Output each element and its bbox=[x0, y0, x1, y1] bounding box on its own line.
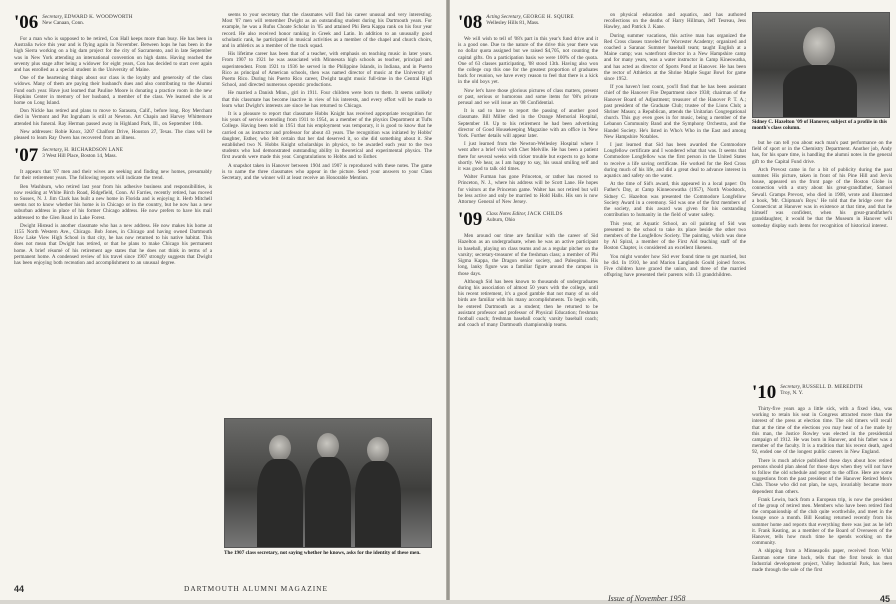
column-text bbox=[752, 140, 892, 229]
page-number: 44 bbox=[14, 584, 25, 594]
paragraph: It is a pleasure to report that classmate Hobbs Knight has received appropriate recognition for his years of service extending from 1911 to 1954, as a member of the physics Department at Tufts College. Having been told in 1951 that his employment was temporary, it is good to know that he carried on as instructor and professor for about 43 years. The recognition was initiated by Hobbs' daughter, Esther, who felt certain that her dad deserved it, so she did something about it. She established two N. Hobbs Knight scholarships in physics, to be awarded each year to the two students who had demonstrated outstanding ability in theoretical and experimental physics. The first awards were made this year. Congratulations to Hobbs and to Esther. bbox=[222, 111, 432, 161]
class-heading-1906 bbox=[14, 14, 212, 32]
left-page bbox=[0, 0, 446, 600]
right-column-3-lower bbox=[752, 382, 892, 574]
secretary-role: Secretary, bbox=[42, 14, 63, 20]
secretary-name: EDWARD K. WOODWORTH bbox=[64, 14, 133, 20]
person-face bbox=[367, 437, 389, 463]
secretary-role: Secretary, bbox=[780, 384, 801, 390]
left-column-1 bbox=[14, 12, 212, 572]
page-number: 45 bbox=[879, 594, 890, 604]
column-text bbox=[222, 12, 432, 181]
secretary-address: New Canaan, Conn. bbox=[42, 20, 85, 27]
paragraph: Don Nickle has retired and plans to move to Sarasota, Calif., before long. Roy Merchant died in Vermont and Pat Ingraham is still at Newton. Art Chapin and Harvey Whittemore attended his funeral. Ray Herman passed away in Highland Park, Ill., on September 10th. bbox=[14, 108, 212, 127]
paragraph: Now let's have those glorious pictures of class matters, present or past, serious or humorous and some items for '08's private perusal and we will issue an '08 Confidential. bbox=[458, 87, 598, 107]
secretary-role: Class Notes Editor, bbox=[486, 211, 527, 218]
person-figure bbox=[355, 461, 401, 547]
right-column-2 bbox=[604, 12, 746, 572]
secretary-address: Wellesley Hills 81, Mass. bbox=[486, 20, 540, 27]
left-footer bbox=[14, 584, 432, 594]
left-column-2 bbox=[222, 12, 432, 414]
paragraph: Ben Washburn, who retired last year from his adhesive business and responsibilities, is now residing at White Birch Road, Ridgefield, Conn. Al Farries, recently retired, has moved to Sussex, N. J. Jim Clark has built a new home in Florida and is enjoying it. Herb Mitchell seems not to know whether his home is in Chicago or in the country, but he now has a new suburban address in place of his former Chicago address. He now prefers to have his mail addressed to the Glen Road in Lake Forest. bbox=[14, 183, 212, 221]
paragraph: A snapshot taken in Hanover between 1904 and 1907 is reproduced with these notes. The game is to name the three classmates who appear in the picture. Send your answers to your Class Secretary, and the winner will at least receive an Honorable Mention. bbox=[222, 162, 432, 182]
class-year: '07 bbox=[14, 145, 39, 167]
photo-caption: Sidney C. Hazelton '09 of Hanover, subject of a profile in this month's class column. bbox=[752, 119, 888, 132]
person-figure bbox=[257, 459, 303, 547]
secretary-name: H. RICHARDSON LANE bbox=[64, 147, 124, 154]
paragraph: At the time of Sid's award, this appeared in a local paper: On Father's Day, at Camp Kinneoowatha (1957), North Woodstock, Sidney C. Hazelton was presented the Commodore Longfellow Society Award in a ceremony. Sid was one of the first members of the society, and this award was given for his outstanding contribution to humanity in the field of water safety. bbox=[604, 181, 746, 219]
class-heading-1909 bbox=[458, 211, 598, 229]
class-year: '06 bbox=[14, 12, 39, 33]
person-face bbox=[269, 435, 291, 461]
right-column-3 bbox=[752, 140, 892, 380]
secretary-role: Secretary, bbox=[42, 147, 63, 154]
secretary-address: 3 West Hill Place, Boston 14, Mass. bbox=[42, 153, 117, 160]
paragraph: Men around our time are familiar with the career of Sid Hazelton as an undergraduate, when he was an active participant in baseball, playing on class teams and as a regular pitcher on the varsity; secretary-treasurer of the freshman class; a member of Phi Sigma Kappa, the Dragon senior society, and Paleopitus. His long, lanky figure was a familiar figure around the campus in those days. bbox=[458, 233, 598, 277]
class-year: '08 bbox=[458, 12, 483, 33]
column-text bbox=[458, 36, 598, 205]
paragraph: I just learned that Sid has been awarded the Commodore Longfellow certificate and I wondered what that was. It seems that Commodore Longfellow was the first person in the United States to receive a life saving certificate. He worked for the Red Cross during much of his life, and did a great deal to advance interest in aquatics and safety on the water. bbox=[604, 142, 746, 180]
secretary-address: Troy, N. Y. bbox=[780, 390, 803, 397]
column-text bbox=[14, 36, 212, 141]
class-heading-1910 bbox=[752, 384, 892, 402]
paragraph: Although Sid has been known to thousands of undergraduates during his association of almost 50 years with the college, until his recent retirement, it's a good gamble that not many of us old birds are familiar with his many accomplishments. To begin with, he entered Dartmouth as a student; then he returned to be assistant professor and professor of Physical Education; freshman football coach; freshman baseball coach; varsity baseball coach; and coach of many Dartmouth championship teams. bbox=[458, 278, 598, 329]
right-page bbox=[450, 0, 896, 604]
class-heading-1907 bbox=[14, 147, 212, 165]
class-snapshot-photo bbox=[224, 418, 432, 548]
paragraph: Arch Prevost came in for a bit of publicity during the past summer. His picture, taken in front of his Pine Hill and Jervis house, appeared on the front page of the Boston Globe in connection with a story about his great-grandfather, Samuel Sewall. Gramps Prevost, who died in 1908, wrote and illustrated a book, 'Mr. Chipman's Boys.' He told that the bridge over the Connecticut at Hanover was in existence at that time, and that he himself was confident, when his great-grandfather's granddaughter, it would be that the Museum in Hanover will someday display such items for recognition of historical interest. bbox=[752, 166, 892, 229]
paragraph: Walter Furman has gone Princeton, or rather has moved to Princeton, N. J., where his address will be Scott Lane. He hopes for visitors at the Princeton game. Walter has not retired but will be less active and only be married to Hold Halls. His son is now Attorney General of New Jersey. bbox=[458, 174, 598, 206]
paragraph: Thirty-five years ago a little sick, with a fixed idea, was working to retain his seat in Congress attracted more than the interest of the press at election time. The old timers will recall that at the time of the elections you may hear of a foe made by this man, the Justice Rowley was elected in the presidential campaign of 1912. He was born in Hanover, and his father was a member of the faculty. It is a tradition that his recent death, aged 92, ended one of the longest public careers in New England. bbox=[752, 406, 892, 456]
paragraph: on physical education and aquatics, and has authored recollections on the deaths of Harry Hillman, Jeff Tesreau, Jess Hawley, and Patrick J. Kane. bbox=[604, 12, 746, 31]
class-heading-1908 bbox=[458, 14, 598, 32]
paragraph: It is sad to have to report the passing of another good classmate. Bill Miller died in the Orange Memorial Hospital, September 18. Up to his retirement he had been advertising director of Good Housekeeping Magazine with an office in New York. Further details will appear later. bbox=[458, 108, 598, 140]
photo-caption: The 1907 class secretary, not saying whether he knows, asks for the identity of these men. bbox=[224, 550, 421, 556]
paragraph: A shipping from a Minneapolis paper, received from Whit Eastman some time back, tells that the first break in that Industrial development project, Valley Industrial Park, has been made through the sale of the first bbox=[752, 548, 892, 574]
paragraph: His lifetime career has been that of a teacher, with emphasis on teaching music in later years. From 1907 to 1921 he was associated with Minnesota high schools as teacher, principal and superintendent. From 1921 to 1936 he served in the Philippine Islands, in Indiana, and in Puerto Rico as principal of American schools, then was named director of music at the University of Puerto Rico. During his Puerto Rico career, Dwight taught music full-time in the Central High School, and directed numerous operatic productions. bbox=[222, 51, 432, 89]
person-face bbox=[317, 433, 339, 459]
paragraph: I just learned from the Newton-Wellesley Hospital where I went after a brief visit with Chet Melville. He has been a patient there for several weeks with ticker trouble but expects to go home shortly. We hear, as I am happy to say, his usual smiling self and it was good to talk old times. bbox=[458, 141, 599, 173]
paragraph: He married a Danish Minn., girl in 1911. Four children were born to them. It seems unlikely that this classmate has become inactive in view of his interests, and every effort will be made to learn what Dwight's interests are since he has returned to Chicago. bbox=[222, 90, 432, 109]
secretary-name: JACK CHILDS bbox=[527, 211, 563, 218]
paragraph: If you haven't lost count, you'll find that he has been assistant chief of the Hanover Fire Department since 1938; chairman of the Hanover Board of Adjustment; treasurer of the Hanover P. T. A.; past president of the Graduate Club; trustee of the Lions Club; a Shriner Mason; a Republican, attends the Unitarian Congregational church. This guy even goes in for music, being a member of the Lebanon Community Band and the Symphony Orchestra, and the Handel Society. He's listed in Who's Who in the East and among New Hampshire Notables. bbox=[604, 84, 746, 140]
secretary-name: RUSSELL D. MEREDITH bbox=[802, 384, 863, 390]
hazelton-portrait-photo bbox=[752, 12, 890, 118]
person-figure bbox=[783, 65, 857, 117]
column-text bbox=[458, 233, 598, 328]
column-text bbox=[752, 406, 892, 573]
right-column-1 bbox=[458, 12, 598, 572]
paragraph: but he can tell you about each man's past performance on the field of sport or in the Chemistry Department. Another job, Andy has, for his spare time, is handling the alumni notes in the general gift to the Capital Fund drive. bbox=[752, 140, 892, 165]
paragraph: New addresses: Robie Knox, 3207 Chalfont Drive, Houston 27, Texas. The class will be pleased to learn Ray Owen has recovered from an illness. bbox=[14, 128, 212, 142]
paragraph: This year, at Aquatic School, an oil painting of Sid was presented to the school to take its place beside the other two members of the Longfellow Society. The painting, which was done by Al Spiral, a member of the First Aid teaching staff of the Boston Chapter, is considered an excellent likeness. bbox=[604, 220, 746, 252]
paragraph: You might wonder how Sid ever found time to get married, but he did. In 1910, he and Marion Langlands Gould joined forces. Five children have graced the union, and three of the married offspring have presented their parents with 13 grandchildren. bbox=[604, 253, 746, 279]
paragraph: Frank Lewin, back from a European trip, is now the president of the group of retired men. Members who have been retired find the companionship of the club quite worthwhile, and meet in the lounge once a month. Bill Keating returned recently from his summer home and reports that everything there was just as he left it. Frank Keating, as a member of the Board of Overseers of the Hanover, tells how much time he spends working on the community. bbox=[752, 496, 892, 547]
secretary-role: Acting Secretary, bbox=[486, 14, 522, 20]
paragraph: During summer vacations, this active man has organized the Red Cross classes traveled for Worcester Academy; organized and coached a Saranac Summer baseball team; taught English at a Maine camp; was waterfront director in a New Hampshire camp and for many years, was a water instructor in Camp Kineowatha, and has acted as director of Sports Pond at Hanover. He has been the rector of Athletics at the Shrine Maple Sugar Bowl for game since 1952. bbox=[604, 32, 746, 83]
paragraph: It appears that '07 men and their wives are seeking and finding new homes, presumably for their retirement years. The following reports will indicate the trend. bbox=[14, 169, 212, 182]
issue-date: Issue of November 1958 bbox=[608, 594, 686, 603]
paragraph: Dwight Histead is another classmate who has a new address. He now makes his home at 1155 North Western Ave., Chicago. Bob Jones, in Chicago and having owned Dartmouth Row Lake View High School in that city, he has now returned to his native habitat. This does not mean that Dwight has retired, or that he plans to make Chicago his permanent home. A brief résumé of his retirement age states that he does not think in terms of a permanent home. A condensed review of his travel since 1907 strongly suggests that Dwight has been enjoying both recreation and accomplishment to an unusual degree. bbox=[14, 222, 212, 267]
paragraph: For a man who is supposed to be retired, Con Hall keeps more than busy. He has been in Australia twice this year and is flying again in November. Between hops he has been in the high Sierra working on a big dam project for the city of Sacramento, and in late September was in New York attending an international convention on high dams. Having reached the seventy plus stage after being a widower for eight years, Con has decided to start over again and has enrolled as a special student in the University of Maine. bbox=[14, 36, 212, 74]
class-year: '09 bbox=[458, 209, 483, 231]
person-face bbox=[803, 27, 835, 67]
paragraph: seems to your secretary that the classmates will find his career unusual and very interesting. Most '07 men will remember Dwight as an outstanding student during his Dartmouth years. For example, he was a Rufus Choate Scholar in '05 and attained Phi Beta Kappa rank on his four year record. He also received honor ranking in Greek and Latin. In addition to an unusually good scholastic rank, he participated in musical activities as a member of the chapel and church choirs, and in athletics as a member of the track squad. bbox=[222, 12, 432, 50]
magazine-name: DARTMOUTH ALUMNI MAGAZINE bbox=[184, 584, 329, 593]
paragraph: One of the heartening things about our class is the loyalty and generosity of the class widows. Many of them are paying their husband's dues and also contributing to the Alumni Fund each year. Have just learned that Pauline Moore is donating a practice room in the new Hopkins Center in memory of her husband, a member of the class. We learned she is at home on Long Island. bbox=[14, 75, 212, 107]
class-year: '10 bbox=[752, 382, 777, 403]
column-text bbox=[14, 169, 212, 266]
column-text bbox=[604, 12, 746, 278]
paragraph: We will wish to tell of '08's part in this year's fund drive and it is a good one. Due to the nature of the drive this year there was no dollar quota assigned but we raised $4,705, not counting the capital gifts. On a participation basis we were 100% of the quota. One of 63 classes participating, '08 stood 13th. Having also won the college cup this one for the greatest proportion of graduates back for reunion, we have every reason to feel that there is a kick in the old boys yet. bbox=[458, 36, 598, 86]
paragraph: There is much advice published these days about how retired persons should plan ahead for those days when they will not have to follow the old schedule and report to the office. Here are some suggestions from the past president of the Hanover Retired Men's Club. Those who did not plan, he says, invariably became more dependent than others. bbox=[752, 457, 892, 495]
secretary-name: GEORGE H. SQUIRE bbox=[523, 14, 574, 20]
person-figure bbox=[305, 457, 351, 547]
secretary-address: Auburn, Ohio bbox=[486, 217, 516, 224]
